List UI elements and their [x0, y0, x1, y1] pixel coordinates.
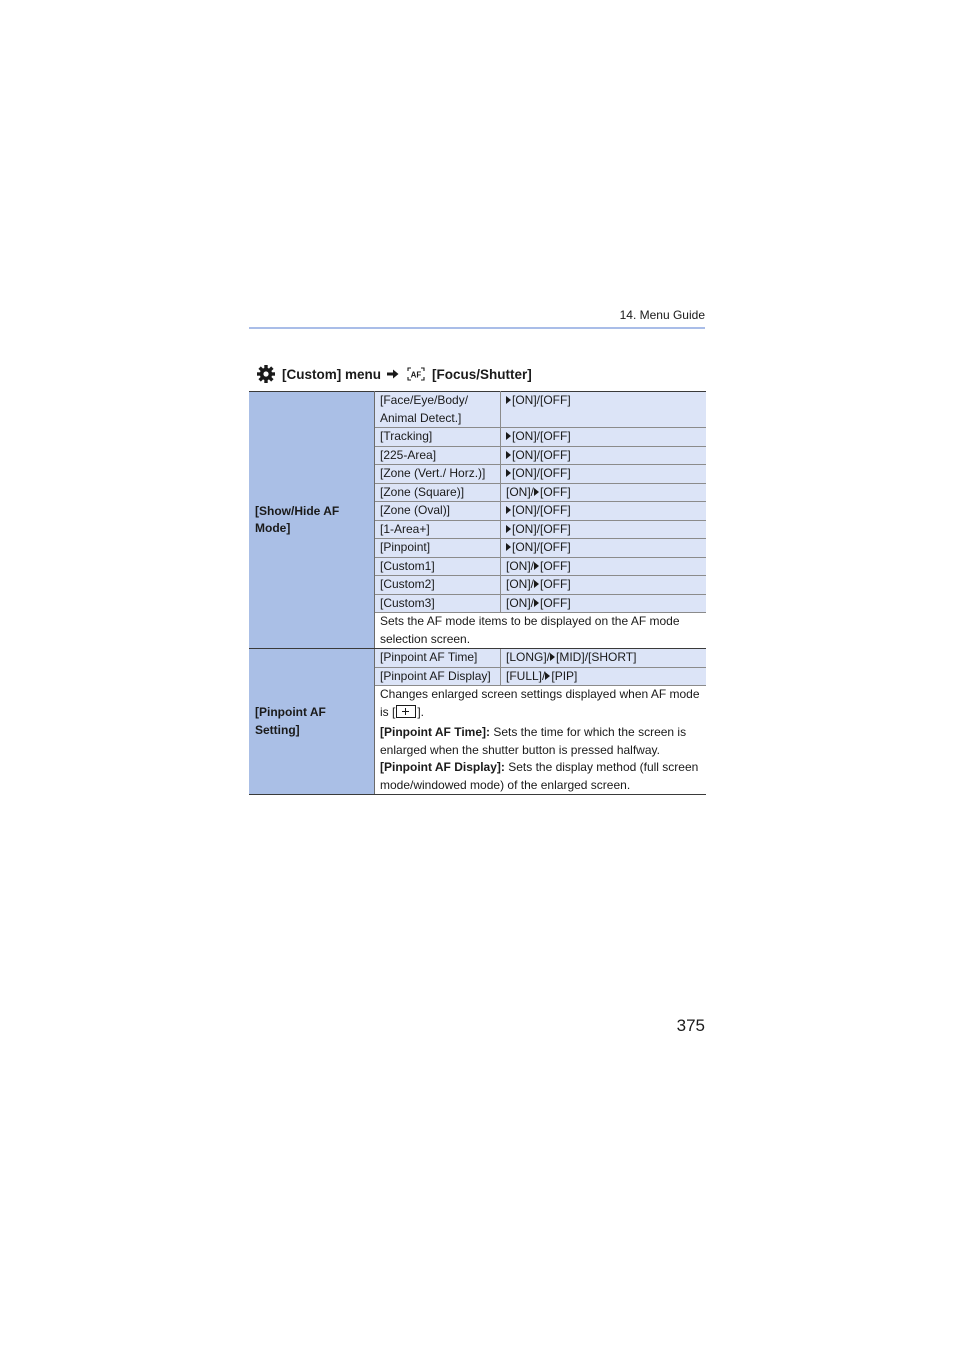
setting-name: [225-Area]	[375, 446, 501, 465]
default-marker-icon	[534, 599, 539, 607]
default-marker-icon	[506, 506, 511, 514]
pinpoint-af-time-label: [Pinpoint AF Time]:	[380, 725, 490, 739]
group-label-pinpoint-af-setting: [Pinpoint AF Setting]	[250, 649, 375, 795]
group-label-show-hide-af-mode: [Show/Hide AF Mode]	[250, 392, 375, 649]
default-marker-icon	[534, 580, 539, 588]
default-marker-icon	[506, 396, 511, 404]
setting-value: [ON]/[OFF]	[501, 392, 706, 428]
setting-name: [Zone (Vert./ Horz.)]	[375, 465, 501, 484]
gear-icon	[256, 364, 276, 384]
setting-name: [Tracking]	[375, 428, 501, 447]
default-marker-icon	[506, 469, 511, 477]
setting-name: [Custom3]	[375, 594, 501, 613]
setting-value: [ON]/[OFF]	[501, 446, 706, 465]
chapter-title: 14. Menu Guide	[619, 308, 705, 322]
setting-value: [ON]/[OFF]	[501, 465, 706, 484]
setting-value: [ON]/[OFF]	[501, 520, 706, 539]
setting-name: [Custom1]	[375, 557, 501, 576]
setting-name: [Custom2]	[375, 576, 501, 595]
section-name: [Focus/Shutter]	[432, 366, 532, 382]
af-focus-icon	[407, 367, 425, 381]
settings-table	[249, 391, 706, 795]
default-marker-icon	[534, 562, 539, 570]
setting-value: [ON]/[OFF]	[501, 502, 706, 521]
table-row	[250, 649, 706, 668]
setting-value: [ON]/ [OFF]	[501, 483, 706, 502]
setting-name: [1-Area+]	[375, 520, 501, 539]
default-marker-icon	[506, 432, 511, 440]
setting-description: Changes enlarged screen settings displayed when AF mode is [ ]. [Pinpoint AF Time]: Sets the time for which the screen is enlarged when the shutter button is pressed halfway. [Pinpoint AF Display]: Sets the display method (full screen mode/windowed mode) of the enlarged screen.	[375, 686, 706, 795]
setting-value: [ON]/ [OFF]	[501, 576, 706, 595]
svg-text:AF: AF	[410, 370, 422, 380]
setting-value: [ON]/[OFF]	[501, 539, 706, 558]
default-marker-icon	[534, 488, 539, 496]
header-rule	[249, 327, 705, 329]
default-marker-icon	[506, 525, 511, 533]
pinpoint-af-icon	[396, 705, 416, 718]
section-heading	[256, 363, 532, 385]
setting-name: [Zone (Oval)]	[375, 502, 501, 521]
default-marker-icon	[545, 672, 550, 680]
setting-value: [FULL]/ [PIP]	[501, 667, 706, 686]
setting-name: [Pinpoint]	[375, 539, 501, 558]
default-marker-icon	[550, 653, 555, 661]
arrow-right-icon	[387, 369, 399, 379]
pinpoint-af-setting-section	[250, 649, 706, 795]
page-number: 375	[676, 1016, 705, 1035]
setting-value: [ON]/ [OFF]	[501, 594, 706, 613]
default-marker-icon	[506, 543, 511, 551]
pinpoint-af-display-label: [Pinpoint AF Display]:	[380, 760, 505, 774]
table-row	[250, 392, 706, 428]
setting-value: [LONG]/ [MID]/[SHORT]	[501, 649, 706, 668]
default-marker-icon	[506, 451, 511, 459]
setting-name: [Zone (Square)]	[375, 483, 501, 502]
setting-value: [ON]/[OFF]	[501, 428, 706, 447]
setting-value: [ON]/ [OFF]	[501, 557, 706, 576]
setting-name: [Pinpoint AF Time]	[375, 649, 501, 668]
setting-name: [Face/Eye/Body/ Animal Detect.]	[375, 392, 501, 428]
setting-description: Sets the AF mode items to be displayed on the AF mode selection screen.	[375, 613, 706, 649]
show-hide-af-mode-section	[250, 392, 706, 649]
setting-name: [Pinpoint AF Display]	[375, 667, 501, 686]
menu-name: [Custom] menu	[282, 366, 381, 382]
